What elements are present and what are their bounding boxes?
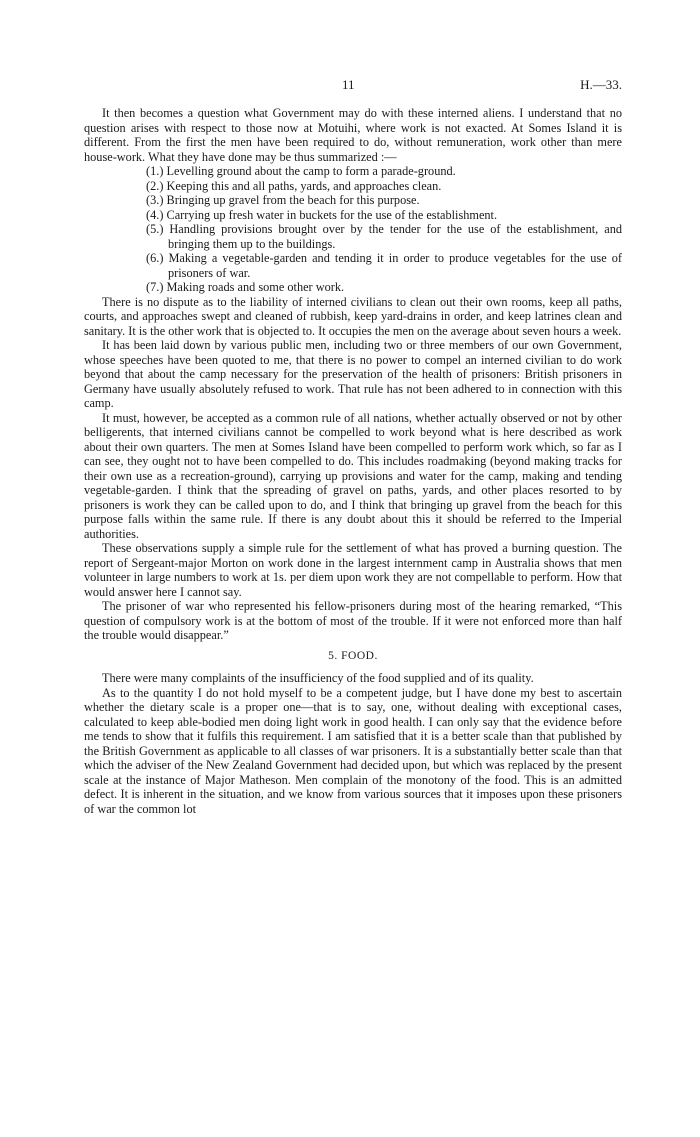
intro-paragraph: It then becomes a question what Government may do with these interned aliens. I understand that no question arises with respect to those now at Motuihi, where work is not exacted. At Somes Island it is different. From the first the men have been required to do, without remuneration, work other than mere house-work. What they have done may be thus summarized :— <box>84 106 622 164</box>
document-reference: H.—33. <box>580 77 622 92</box>
list-item: (6.) Making a vegetable-garden and tending it in order to produce vegetables for the use of prisoners of war. <box>146 251 622 280</box>
paragraph: There were many complaints of the insufficiency of the food supplied and of its quality. <box>102 671 534 685</box>
list-item: (4.) Carrying up fresh water in buckets for the use of the establishment. <box>146 207 498 222</box>
paragraph: These observations supply a simple rule for the settlement of what has proved a burning question. The report of Sergeant-major Morton on work done in the largest internment camp in Australia shows that men volunteer in large numbers to work at 1s. per diem upon work they are not compellable to perform. How that would answer here I cannot say. <box>84 541 622 599</box>
list-item: (1.) Levelling ground about the camp to form a parade-ground. <box>146 164 456 178</box>
page-header <box>84 78 622 96</box>
paragraph: It has been laid down by various public men, including two or three members of our own Government, whose speeches have been quoted to me, that there is no power to compel an interned civilian to do work beyond that about the camp necessary for the preservation of the health of prisoners: British prisoners in Germany have usually absolutely refused to work. That rule has not been adhered to in connection with this camp. <box>84 338 622 410</box>
section-heading: 5. FOOD. <box>328 649 378 662</box>
list-item: (3.) Bringing up gravel from the beach for this purpose. <box>146 193 420 207</box>
paragraph: It must, however, be accepted as a common rule of all nations, whether actually observed or not by other belligerents, that interned civilians cannot be compelled to work beyond what is here described as work about their own quarters. The men at Somes Island have been compelled to perform work which, so far as I can see, they ought not to have been compelled to do. This includes roadmaking (beyond making tracks for their own use as a recreation-ground), carrying up provisions and water for the camp, making and tending vegetable-garden. I think that the spreading of gravel on paths, yards, and other places resorted to by prisoners is work they can be called upon to do, and I think that bringing up gravel from the beach for this purpose falls within the same rule. If there is any doubt about this it should be referred to the Imperial authorities. <box>84 410 622 541</box>
paragraph: There is no dispute as to the liability of interned civilians to clean out their own rooms, keep all paths, courts, and approaches swept and cleaned of rubbish, keep yard-drains in order, and keep latrines clean and sanitary. It is the other work that is objected to. It occupies the men on the average about seven hours a week. <box>84 294 622 338</box>
document-page <box>84 78 622 816</box>
page-number: 11 <box>342 77 355 92</box>
paragraph: The prisoner of war who represented his fellow-prisoners during most of the hearing remarked, “This question of compulsory work is at the bottom of most of the trouble. If it were not enforced more than half the trouble would disappear.” <box>84 599 622 642</box>
list-item: (5.) Handling provisions brought over by the tender for the use of the establishment, and bringing them up to the buildings. <box>146 222 622 251</box>
work-list <box>84 164 622 295</box>
list-item: (7.) Making roads and some other work. <box>146 280 345 294</box>
paragraph: As to the quantity I do not hold myself to be a competent judge, but I have done my best to ascertain whether the dietary scale is a proper one—that is to say, one, without dealing with exceptional cases, calculated to keep able-bodied men doing light work in good health. I can only say that the evidence before me tends to show that it fulfils this requirement. I am satisfied that it is a better scale than that published by the British Government as applicable to all classes of war prisoners. It is a substantially better scale than that which the adviser of the New Zealand Government had decided upon, but which was replaced by the present scale at the instance of Major Matheson. Men complain of the monotony of the food. This is an admitted defect. It is inherent in the situation, and we know from various sources that it imposes upon these prisoners of war the common lot <box>84 685 622 816</box>
list-item: (2.) Keeping this and all paths, yards, and approaches clean. <box>146 178 442 193</box>
